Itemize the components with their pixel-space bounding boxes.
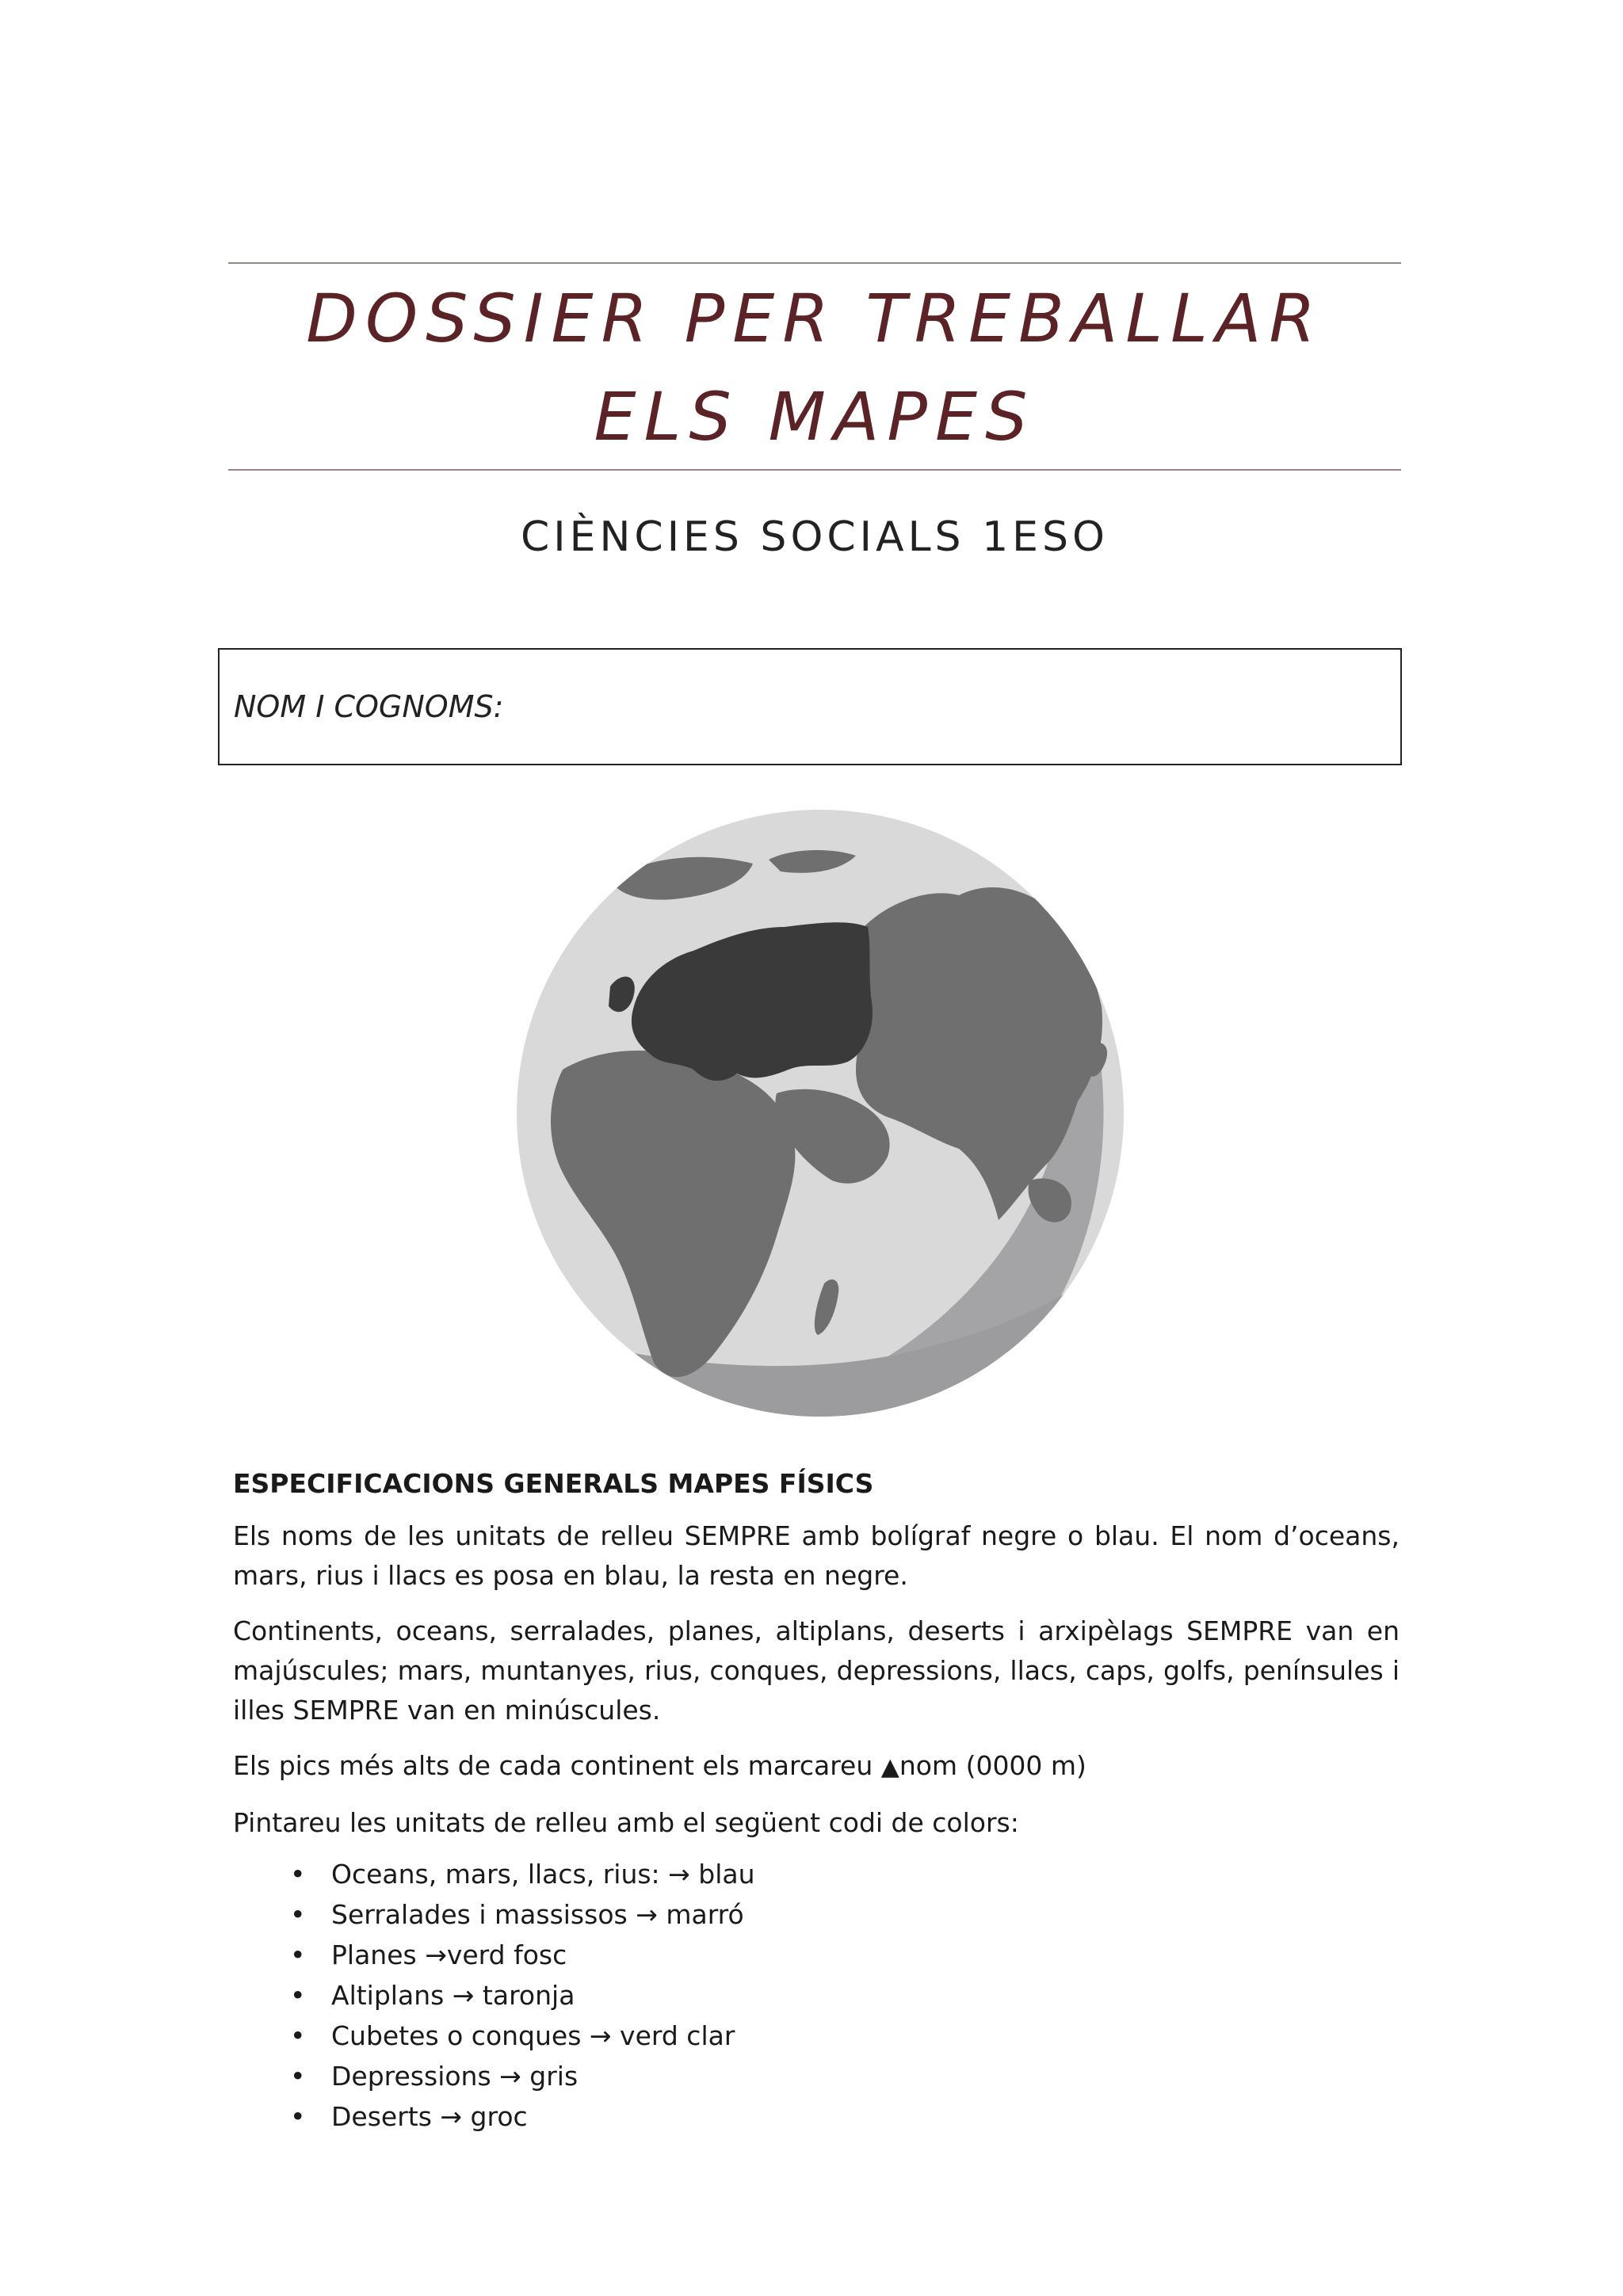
title-rule-bottom [228,469,1401,471]
page-subtitle: CIÈNCIES SOCIALS 1ESO [521,513,1109,561]
list-item-text: Serralades i massissos → marró [331,1899,744,1930]
name-field-box[interactable] [218,648,1402,765]
list-item [233,2016,1400,2056]
list-item [233,2056,1400,2096]
globe-illustration [515,808,1125,1418]
list-item-text: Altiplans → taronja [331,1980,575,2011]
title-rule-top [228,262,1401,264]
specifications-section [233,1464,1400,2137]
list-item [233,2096,1400,2137]
list-item-text: Deserts → groc [331,2101,528,2132]
bullet-icon: • [290,2020,306,2051]
peak-triangle-icon: ▲ [880,1753,899,1781]
list-item [233,1854,1400,1894]
list-item [233,1894,1400,1935]
paragraph-relief-names: Els noms de les unitats de relleu SEMPRE amb bolígraf negre o blau. El nom d’oceans, mars, rius i llacs es posa en blau, la resta en negre. [233,1520,1400,1591]
list-item [233,1935,1400,1975]
bullet-icon: • [290,1899,306,1930]
paragraph-color-code: Pintareu les unitats de relleu amb el següent codi de colors: [233,1807,1019,1838]
section-heading: ESPECIFICACIONS GENERALS MAPES FÍSICS [233,1468,874,1499]
list-item-text: Oceans, mars, llacs, rius: → blau [331,1859,755,1890]
bullet-icon: • [290,1939,306,1970]
page-title: DOSSIER PER TREBALLAR ELS MAPES [306,280,1323,456]
peaks-text-prefix: Els pics més alts de cada continent els marcareu [233,1750,881,1781]
bullet-icon: • [290,1980,306,2011]
list-item-text: Planes →verd fosc [331,1939,567,1970]
list-item-text: Depressions → gris [331,2061,579,2092]
paragraph-peaks [233,1746,1400,1787]
name-field-label: NOM I COGNOMS: [234,689,504,724]
peaks-text-suffix: nom (0000 m) [899,1750,1086,1781]
paragraph-capitalization: Continents, oceans, serralades, planes, altiplans, deserts i arxipèlags SEMPRE van en majúscules; mars, muntanyes, rius, conques, depressions, llacs, caps, golfs, penínsules i illes SEMPRE van en minúscules. [233,1615,1400,1726]
list-item [233,1975,1400,2016]
bullet-icon: • [290,2061,306,2092]
list-item-text: Cubetes o conques → verd clar [331,2020,735,2051]
color-legend-list [233,1854,1400,2137]
bullet-icon: • [290,2101,306,2132]
bullet-icon: • [290,1859,306,1890]
